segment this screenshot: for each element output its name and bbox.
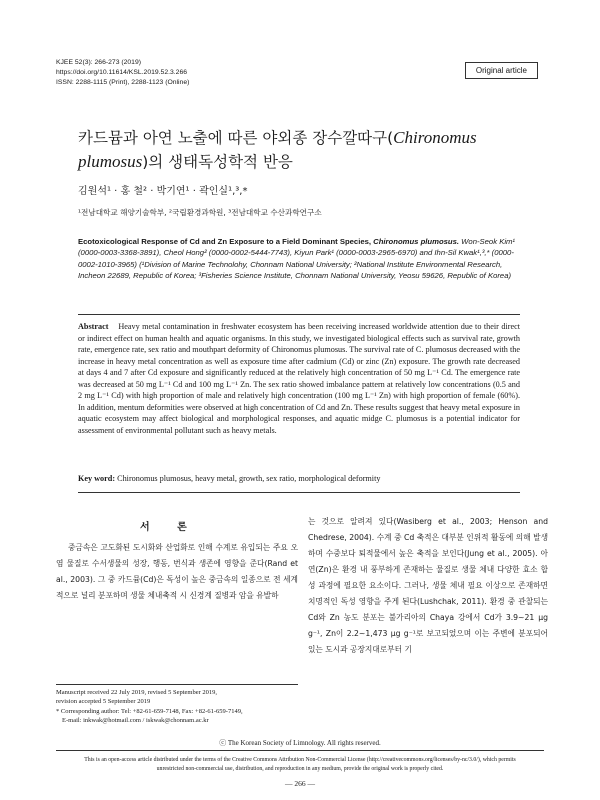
title-part1: 카드뮴과 아연 노출에 따른 야외종 장수깔따구( (78, 129, 394, 147)
license-text: This is an open-access article distributed under the terms of the Creative Commons Attribution Non-Commercial License (http://creativecommons.org/licenses/by-nc/3.0/), which permits unrestricted non-commercial use, distribution, and reproduction in any medium, provide the original work is properly cited. (84, 757, 516, 772)
footnote-rule (56, 684, 298, 685)
english-title-species: Chironomus plumosus. (373, 237, 460, 246)
korean-title (78, 126, 538, 174)
title-part2: )의 생태독성학적 반응 (142, 153, 293, 171)
footnote-email: E-mail: inkwak@hotmail.com / iskwak@chonnam.ac.kr (62, 716, 209, 724)
abstract-top-rule (78, 314, 520, 315)
footnote-corresponding: * Corresponding author: Tel: +82-61-659-7148, Fax: +82-61-659-7149, (56, 707, 243, 715)
issn-line: ISSN: 2288-1115 (Print), 2288-1123 (Online) (56, 79, 190, 86)
article-type-badge: Original article (465, 62, 538, 79)
footnote-accepted: revision accepted 5 September 2019 (56, 698, 151, 706)
footnote-received: Manuscript received 22 July 2019, revised 5 September 2019, (56, 689, 218, 696)
english-title: Ecotoxicological Response of Cd and Zn Exposure to a Field Dominant Species, (78, 237, 374, 246)
keywords (78, 474, 520, 483)
body-column-left: 중금속은 고도화된 도시화와 산업화로 인해 수계로 유입되는 주요 오염 물질로 수서생물의 성장, 행동, 번식과 생존에 영향을 준다(Rand et al., 2003). 그 중 카드뮴(Cd)은 독성이 높은 중금속의 일종으로 전 세계적으로 널리 분포하며 생물 체내축적 시 신경계 질병과 암을 유발하 (56, 543, 298, 600)
section-title-introduction: 서 론 (140, 522, 199, 533)
journal-meta (56, 58, 189, 88)
english-title-block (78, 236, 520, 281)
keyword-label: Key word: (78, 474, 116, 483)
title-species: Chironomus plumosus (78, 128, 477, 171)
body-column-right: 는 것으로 알려져 있다(Wasiberg et al., 2003; Henson and Chedrese, 2004). 수계 중 Cd 축적은 대부분 인위적 활동에 의해 발생하며 수중보다 퇴적물에서 높은 축적을 보인다(Jung et al., 2005). 아연(Zn)은 환경 내 풍부하게 존재하는 물질로 생물 체내 다양한 효소 합성 과정에 필요한 요소이다. 그러나, 생물 체내 필요 이상으로 존재하면 치명적인 독성 영향을 주게 된다(Lushchak, 2011). 환경 중 관찰되는 Cd와 Zn 농도 분포는 불가리아의 Chaya 강에서 Cd가 3.9~21 μg g⁻¹, Zn이 2.2~1,473 μg g⁻¹로 보고되었으며 이는 주변에 분포되어 있는 도시과 공장지대로부터 기 (308, 517, 548, 654)
abstract-label: Abstract (78, 322, 109, 331)
copyright-notice: ⓒ The Korean Society of Limnology. All rights reserved. (219, 739, 381, 747)
korean-authors: 김원석¹ · 홍 철² · 박기연¹ · 곽인실¹,³,* (78, 186, 248, 197)
journal-citation: KJEE 52(3): 266-273 (2019) (56, 59, 142, 66)
page-number: ― 266 ― (285, 779, 315, 788)
abstract (78, 321, 520, 436)
abstract-text: Heavy metal contamination in freshwater ecosystem has been receiving increased worldwide attention due to their direct or indirect effect on human health and aquatic organisms. In this study, we investigated biological effects such as survival rate, growth rate, emergence rate, sex ratio and mouthpart deformity of Chironomus plumosus. The survival rate of C. plumosus decreased with the increase in heavy metal concentration as well as exposure time after cadmium (Cd) or zinc (Zn) exposure. The growth rate decreased at days 4 and 7 after Cd exposure and significantly reduced at the relatively high concentration of 50 mg L⁻¹ Cd. The emergence rate was decreased at 50 mg L⁻¹ Cd and 100 mg L⁻¹ Zn. The sex ratio showed imbalance pattern at relatively low concentrations (0.5 and 2 mg L⁻¹ Cd) with high proportion of male and relatively high concentration (100 mg L⁻¹ Zn) with high proportion of female (60%). In addition, mentum deformities were observed at high concentration of Cd and Zn. These results suggest that heavy metal exposure in aquatic ecosystem may affect biological and morphological responses, and aquatic midge C. plumosus is a potential indicator for assessment of environmental pollutant such as heavy metals. (78, 322, 521, 435)
doi-link[interactable]: https://doi.org/10.11614/KSL.2019.52.3.266 (56, 69, 188, 76)
footnote (56, 688, 298, 725)
korean-affiliations: ¹전남대학교 해양기술학부, ²국립환경과학원, ³전남대학교 수산과학연구소 (78, 208, 322, 217)
keyword-text: Chironomus plumosus, heavy metal, growth, sex ratio, morphological deformity (115, 474, 381, 483)
english-authors-affiliations: Won-Seok Kim¹ (0000-0003-3368-3891), Cheol Hong² (0000-0002-5444-7743), Kiyun Park¹ (0000-0003-2965-6970) and Ihn-Sil Kwak¹,³,* (0000-0002-1010-3965) (¹Division of Marine Technolohy, Chonnam National University; ²National Institute Environmental Research, Incheon 22689, Republic of Korea; ³Fisheries Science Institute, Chonnam National University, Yeosu 59626, Republic of Korea) (78, 237, 515, 280)
license-rule (56, 750, 544, 751)
abstract-bottom-rule (78, 492, 520, 493)
